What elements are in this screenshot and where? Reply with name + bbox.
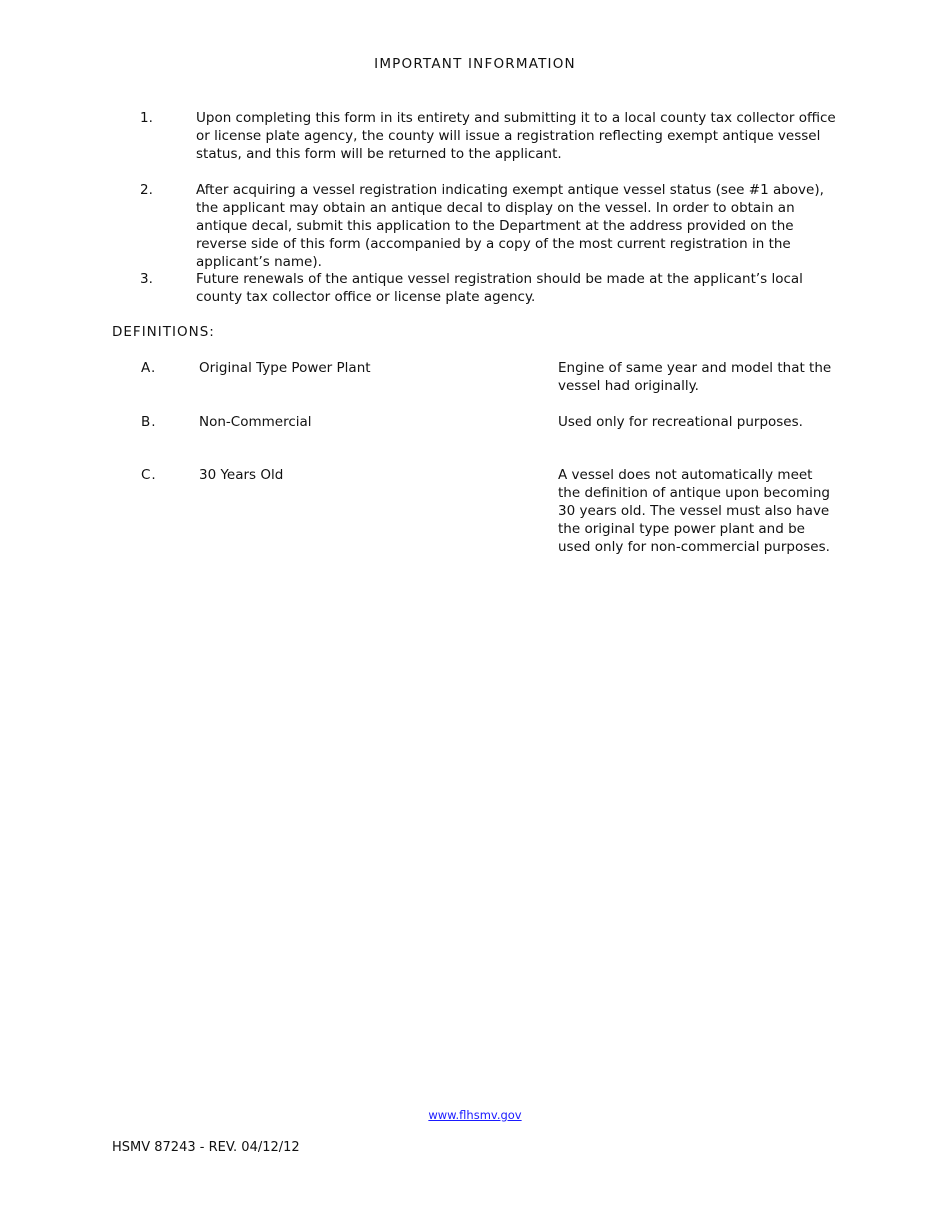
item-text: Future renewals of the antique vessel registration should be made at the applicant’s local county tax collector office or license plate agency. [196, 271, 803, 305]
definition-term: Non-Commercial [199, 414, 312, 430]
item-text: Upon completing this form in its entirety and submitting it to a local county tax collector office or license plate agency, the county will issue a registration reflecting exempt antique vessel status, and this form will be returned to the applicant. [196, 110, 836, 162]
definition-term: 30 Years Old [199, 467, 284, 483]
website-link[interactable]: www.flhsmv.gov [428, 1108, 522, 1122]
definition-letter: C. [141, 467, 157, 483]
footer-link-container [0, 1108, 950, 1122]
item-number: 3. [140, 271, 153, 287]
definition-description: A vessel does not automatically meet the definition of antique upon becoming 30 years old. The vessel must also have the original type power plant and be used only for non-commercial purposes. [558, 467, 830, 555]
definition-description: Used only for recreational purposes. [558, 414, 803, 430]
definition-term: Original Type Power Plant [199, 360, 371, 376]
definition-letter: B. [141, 414, 157, 430]
definition-description: Engine of same year and model that the vessel had originally. [558, 360, 832, 394]
form-identifier: HSMV 87243 - REV. 04/12/12 [112, 1140, 300, 1155]
definition-letter: A. [141, 360, 157, 376]
item-number: 1. [140, 110, 153, 126]
item-number: 2. [140, 182, 153, 198]
definitions-heading: DEFINITIONS: [112, 324, 215, 340]
item-text: After acquiring a vessel registration indicating exempt antique vessel status (see #1 above), the applicant may obtain an antique decal to display on the vessel. In order to obtain an antique decal, submit this application to the Department at the address provided on the reverse side of this form (accompanied by a copy of the most current registration in the applicant’s name). [196, 182, 824, 270]
page-title: IMPORTANT INFORMATION [374, 56, 576, 72]
